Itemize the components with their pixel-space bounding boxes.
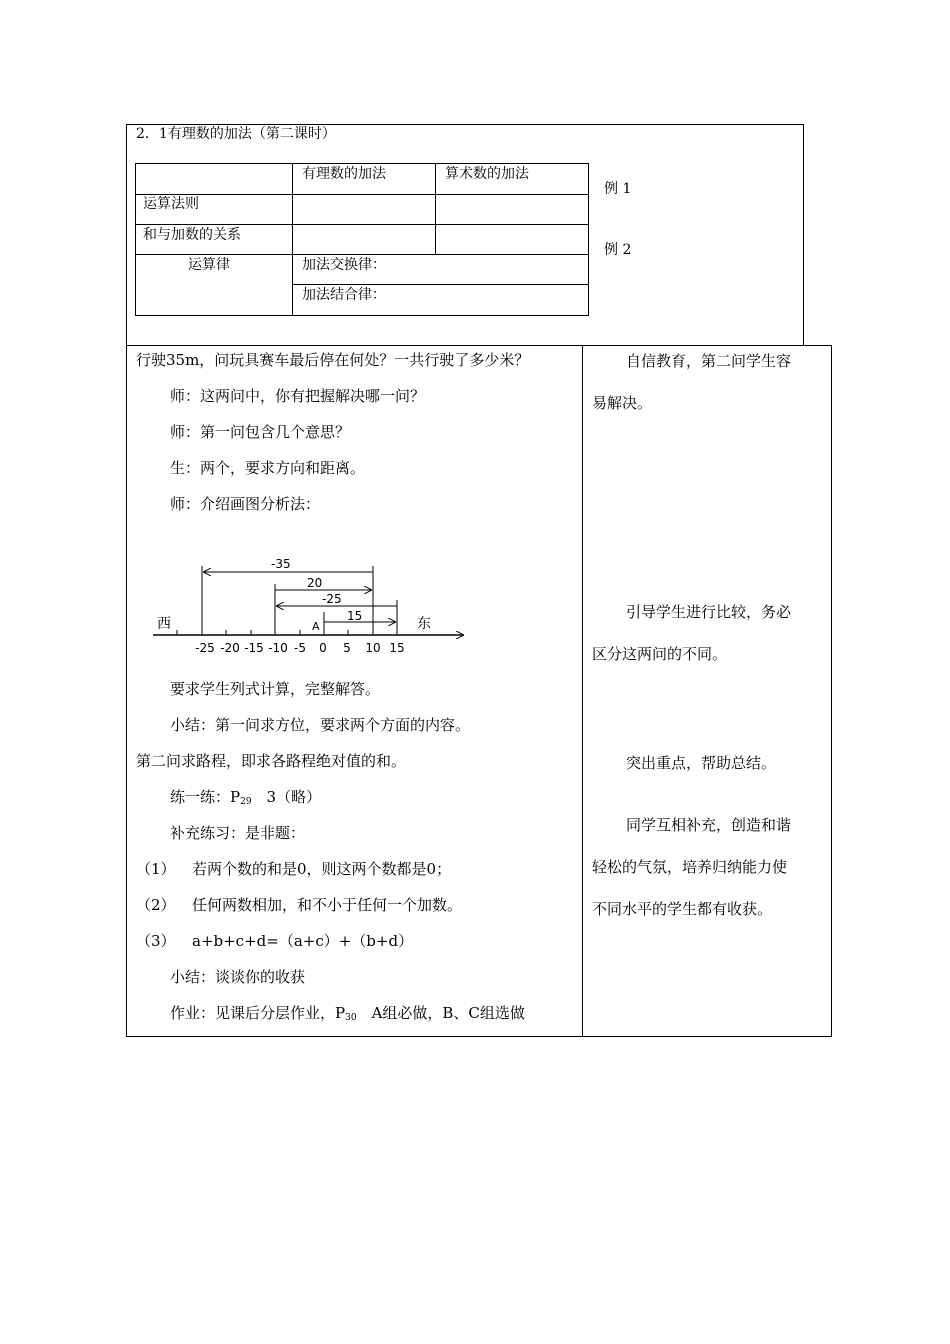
main-line-3: 师：第一问包含几个意思？ [170,423,351,441]
point-a-label: A [312,620,320,633]
tick-label: -25 [195,641,215,655]
note-1-line-1: 自信教育，第二问学生容 [626,352,792,370]
guide-lines [202,566,397,635]
tick-label: -20 [220,641,240,655]
item-1-text: 若两个数的和是0，则这两个数都是0； [192,860,452,878]
homework-suffix: A组必做，B、C组选做 [356,1004,525,1022]
tick-label: -10 [268,641,288,655]
row-label-rules: 运算法则 [143,196,199,212]
tick-label: 15 [389,641,405,655]
arrow-label-minus-35: -35 [271,557,291,571]
practice-page: 29 [240,797,252,807]
tick-labels [195,641,404,655]
col-header-rational: 有理数的加法 [302,166,386,182]
supplement-line: 补充练习：是非题： [170,824,306,842]
note-1-line-2: 易解决。 [592,394,653,412]
main-line-1: 行驶35m，问玩具赛车最后停在何处？一共行驶了多少米？ [136,351,530,369]
law-associative: 加法结合律： [302,287,386,303]
arrow-label-20: 20 [307,576,323,590]
main-line-2: 师：这两问中，你有把握解决哪一问？ [170,387,426,405]
note-4-line-2: 轻松的气氛，培养归纳能力使 [592,858,788,876]
note-4-line-1: 同学互相补充，创造和谐 [626,816,792,834]
tick-label: 10 [365,641,381,655]
main-line-6: 要求学生列式计算，完整解答。 [170,680,381,698]
col-header-arithmetic: 算术数的加法 [445,166,529,182]
board-title: 2．1有理数的加法（第二课时） [136,126,336,142]
label-east: 东 [417,616,431,632]
tick-label: 0 [319,641,327,655]
item-3-text: a+b+c+d=（a+c）+（b+d） [192,932,414,950]
homework-line [170,1003,525,1028]
summary-line: 小结：谈谈你的收获 [170,968,306,986]
item-3-num: （3） [136,932,176,950]
main-line-7: 小结：第一问求方位，要求两个方面的内容。 [170,716,471,734]
row-label-laws: 运算律 [188,257,230,273]
arrow-label-15: 15 [347,609,363,623]
note-2-line-2: 区分这两问的不同。 [592,645,728,663]
tick-label: -15 [244,641,264,655]
tick-label: 5 [343,641,351,655]
example-2: 例 2 [604,242,632,258]
item-1-num: （1） [136,860,176,878]
main-line-8: 第二问求路程，即求各路程绝对值的和。 [136,752,407,770]
lesson-table-divider [582,345,583,1037]
label-west: 西 [157,616,171,632]
homework-prefix: 作业：见课后分层作业，P [170,1004,346,1022]
practice-prefix: 练一练：P [170,788,241,806]
item-2-text: 任何两数相加，和不小于任何一个加数。 [192,896,463,914]
law-commutative: 加法交换律： [302,257,386,273]
practice-suffix: 3（略） [251,788,322,806]
main-line-4: 生：两个，要求方向和距离。 [170,459,366,477]
note-4-line-3: 不同水平的学生都有收获。 [592,900,773,918]
note-3-line-1: 突出重点，帮助总结。 [626,754,777,772]
arrow-label-minus-25: -25 [322,592,342,606]
row-label-sum-relation: 和与加数的关系 [143,227,241,243]
homework-page: 30 [345,1013,357,1023]
number-line-diagram [145,548,475,660]
note-2-line-1: 引导学生进行比较，务必 [626,603,792,621]
practice-line [170,787,321,812]
tick-label: -5 [294,641,306,655]
item-2-num: （2） [136,896,176,914]
main-line-5: 师：介绍画图分析法： [170,495,321,513]
example-1: 例 1 [604,181,632,197]
